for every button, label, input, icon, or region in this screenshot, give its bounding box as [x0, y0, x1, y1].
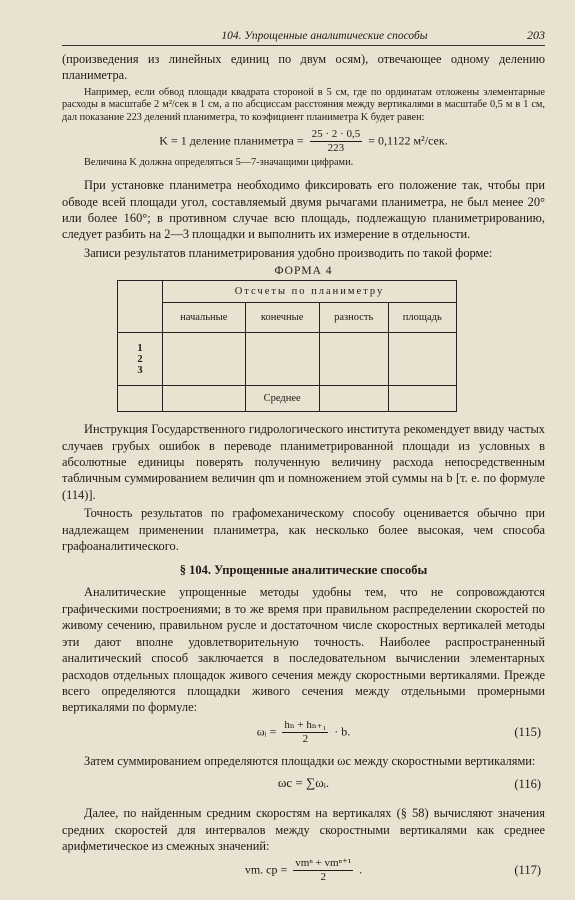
- paragraph-1: (произведения из линейных единиц по двум осям), отвечающее одному делению планиметра.: [62, 52, 545, 83]
- table-cell: [388, 386, 456, 412]
- column-header: конечные: [245, 303, 319, 333]
- row-number-header: [118, 281, 163, 333]
- running-header: [62, 28, 545, 46]
- row-number: 1: [137, 342, 143, 354]
- equation-number: (117): [514, 863, 541, 878]
- table-cell: [245, 333, 319, 386]
- paragraph-5: Точность результатов по графомеханическому способу оценивается обычно при надлежащем применении планиметра, как несколько более высокая, чем способа графоаналитического.: [62, 506, 545, 554]
- k-fraction: [310, 128, 363, 155]
- equation-117: [62, 857, 545, 889]
- example-paragraph: Например, если обвод площади квадрата стороной в 5 см, где по ординатам отложены элементарные расходы в масштабе 2 м²/сек в 1 см, а по абсциссам расстояния между вертикалями в масштабе 0,5 м в 1 см, дал показание 223 делений планиметра, то коэфициент планиметра K будет равен:: [62, 86, 545, 123]
- eq117-numerator: vmⁿ + vmⁿ⁺¹: [295, 857, 352, 870]
- column-header: разность: [319, 303, 388, 333]
- k-note: Величина K должна определяться 5—7-значащими цифрами.: [84, 156, 354, 168]
- eq117-left: vm. cp =: [244, 862, 288, 877]
- eq117-fraction: [293, 857, 353, 884]
- table-cell: [319, 386, 388, 412]
- k-formula-left: K = 1 деление планиметра =: [159, 132, 304, 147]
- paragraph-2: При установке планиметра необходимо фиксировать его положение так, чтобы при обводе всей площади угол, составляемый двумя рычагами планиметра, не был менее 20° или более 160°; в противном случае всю площадь, подлежащую планиметрированию, следует разбить на 2—3 площадки и выполнить их измерение в отдельности.: [62, 178, 545, 242]
- table-cell: [163, 386, 246, 412]
- column-header: начальные: [163, 303, 246, 333]
- footer-label: Среднее: [245, 386, 319, 412]
- table-cell: [163, 333, 246, 386]
- eq117-denominator: 2: [320, 871, 326, 884]
- header-title: 104. Упрощенные аналитические способы: [221, 30, 428, 42]
- column-header: площадь: [388, 303, 456, 333]
- row-number: 2: [137, 353, 143, 365]
- equation-115: [62, 719, 545, 751]
- equation-number: (116): [514, 777, 541, 792]
- eq115-right: · b.: [334, 723, 351, 738]
- row-numbers-cell: [118, 333, 163, 386]
- eq115-denominator: 2: [302, 732, 309, 745]
- paragraph-4: Инструкция Государственного гидрологического института рекомендует ввиду частых случаев грубых ошибок в переводе планиметрированной площади из условных в абсолютные единицы поверять полученную величину расхода непосредственным табличным суммированием величин qm и помножением этой суммы на b [т. е. по формуле (114)].: [62, 422, 545, 502]
- table-cell: [118, 386, 163, 412]
- k-numerator: 25 · 2 · 0,5: [311, 127, 361, 140]
- equation-116: [62, 769, 545, 799]
- group-header: Отсчеты по планиметру: [163, 281, 457, 303]
- table-cell: [388, 333, 456, 386]
- row-number: 3: [137, 364, 143, 376]
- paragraph-8: Далее, по найденным средним скоростям на вертикалях (§ 58) вычисляют значения средних скоростей для интервалов между скоростными вертикалями как среднее арифметическое из смежных значений:: [62, 806, 545, 853]
- form-title: ФОРМА 4: [274, 265, 333, 278]
- k-denominator: 223: [327, 141, 345, 154]
- table-cell: [319, 333, 388, 386]
- eq116-expression: ωc = ∑ωᵢ.: [277, 775, 330, 791]
- eq115-numerator: hₙ + hₙ₊₁: [284, 718, 327, 731]
- k-formula: [62, 128, 545, 156]
- paragraph-6: Аналитические упрощенные методы удобны тем, что не сопровождаются графическими построениями; в то же время при правильном распределении скоростей по живому сечению, правильном русле и достаточном числе скоростных вертикалей методы эти дают вполне удовлетворительную точность. Наиболее распространенный аналитический способ заключается в последовательном вычислении элементарных расходов отдельных площадок живого сечения между скоростными вертикалями. Прежде всего определяются площадки живого сечения между отдельными промерными вертикалями по формуле:: [62, 585, 545, 715]
- paragraph-7: Затем суммированием определяются площадки ωc между скоростными вертикалями:: [84, 753, 536, 768]
- k-formula-right: = 0,1122 м²/сек.: [368, 132, 448, 147]
- page-number: 203: [527, 28, 545, 42]
- eq115-fraction: [282, 719, 328, 746]
- eq115-left: ωᵢ =: [256, 723, 277, 738]
- form-table: [117, 280, 457, 412]
- equation-number: (115): [514, 724, 541, 739]
- eq117-right: .: [359, 862, 363, 877]
- paragraph-3: Записи результатов планиметрирования удобно производить по такой форме:: [84, 245, 493, 260]
- section-heading: § 104. Упрощенные аналитические способы: [179, 563, 428, 578]
